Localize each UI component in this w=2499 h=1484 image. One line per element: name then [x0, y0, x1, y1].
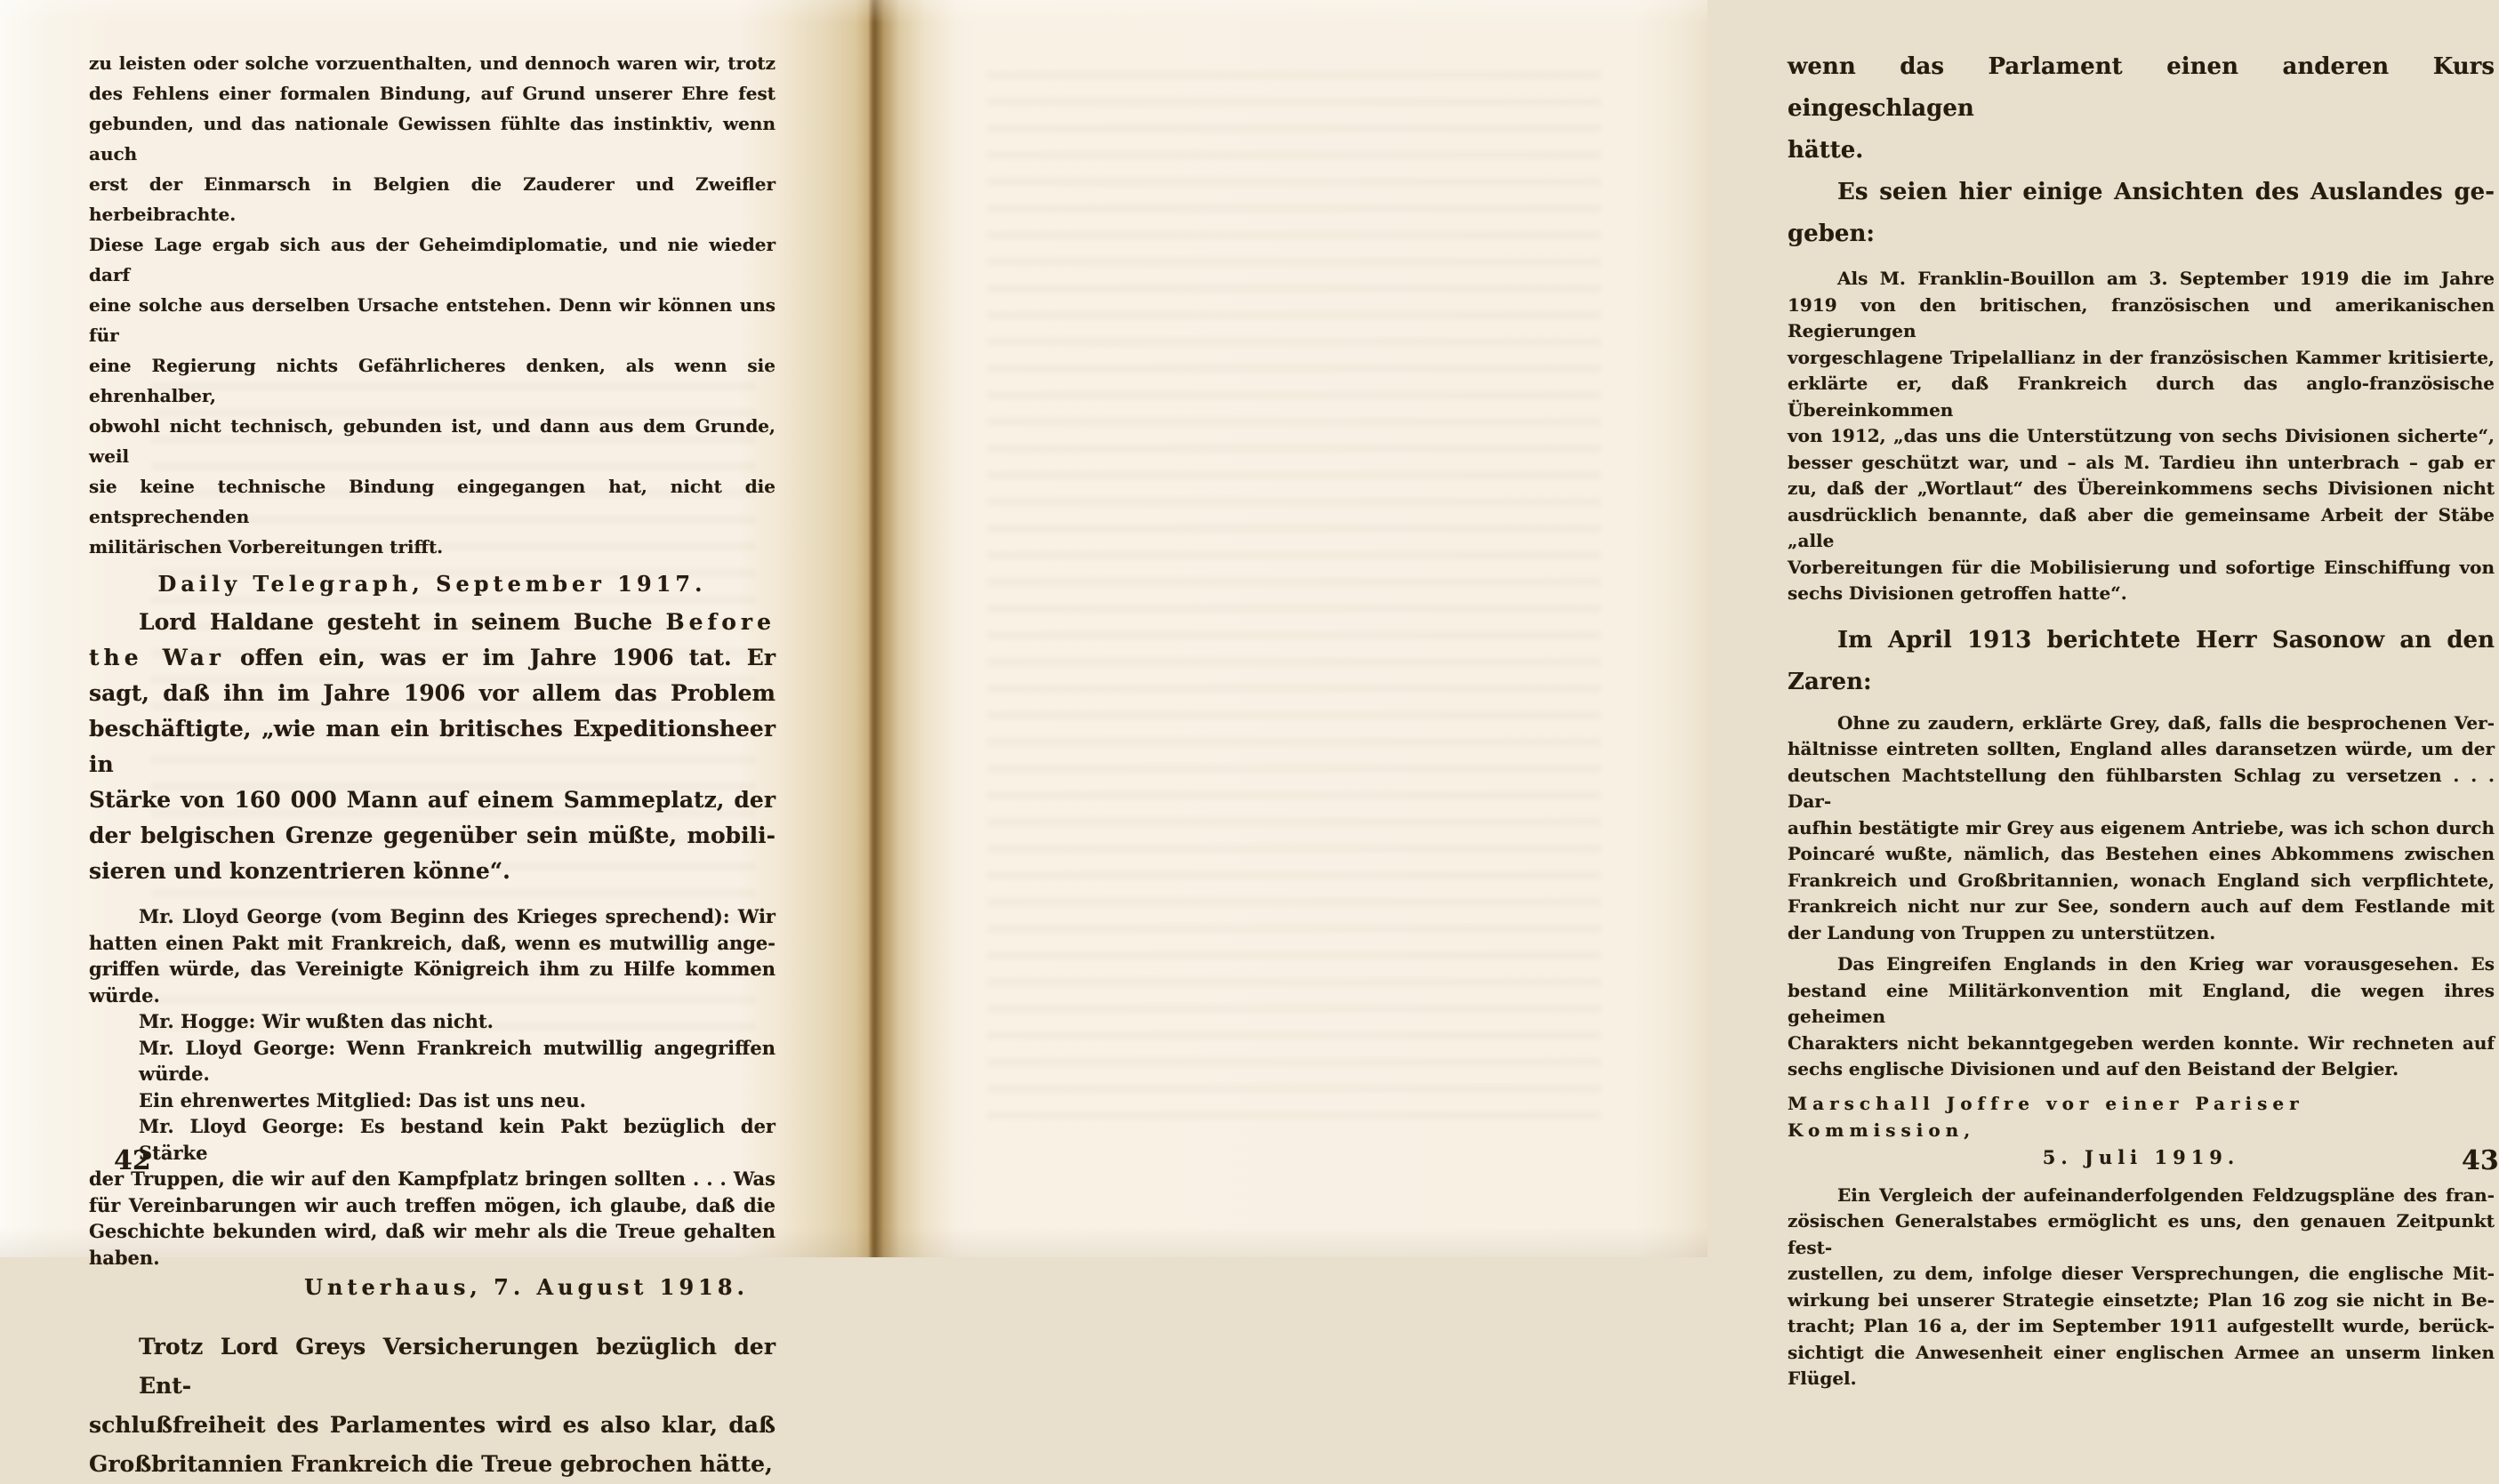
text-line: tracht; Plan 16 a, der im September 1911 aufgestellt wurde, berück- — [1788, 1315, 2495, 1336]
paragraph-eingreifen-englands — [1788, 951, 2495, 1083]
text-line: wenn das Parlament einen anderen Kurs eingeschlagen — [1788, 53, 2495, 122]
text-line: sagt, daß ihn im Jahre 1906 vor allem das Problem — [89, 680, 775, 706]
attribution-unterhaus: Unterhaus, 7. August 1918. — [304, 1274, 749, 1300]
text-line: Ein ehrenwertes Mitglied: Das ist uns neu. — [139, 1088, 586, 1111]
haldane-line1-text: Lord Haldane gesteht in seinem Buche — [139, 609, 666, 635]
paragraph-wenn-das-parlament — [1788, 46, 2495, 172]
text-line: sechs englische Divisionen und auf den Beistand der Belgier. — [1788, 1058, 2399, 1079]
text-line: bestand eine Militärkonvention mit England, die wegen ihres geheimen — [1788, 979, 2495, 1027]
text-line: haben. — [89, 1246, 160, 1269]
text-line: sechs Divisionen getroffen hatte“. — [1788, 582, 2127, 604]
text-line: vorgeschlagene Tripelallianz in der französischen Kammer kritisierte, — [1788, 346, 2495, 368]
book-title-spaced: Before — [665, 609, 775, 635]
text-line: würde. — [89, 983, 160, 1007]
text-line: aufhin bestätigte mir Grey aus eigenem Antriebe, was ich schon durch — [1788, 816, 2495, 838]
attribution-daily-telegraph: Daily Telegraph, September 1917. — [157, 571, 707, 597]
page-left-text — [89, 48, 775, 1484]
text-line: Im April 1913 berichtete Herr Sasonow an den — [1837, 626, 2495, 654]
text-line: zösischen Generalstabes ermöglicht es uns, den genauen Zeitpunkt fest- — [1788, 1210, 2495, 1258]
paragraph-franklin-bouillon — [1788, 266, 2495, 607]
page-number-right: 43 — [2462, 1145, 2499, 1176]
text-line: zu, daß der „Wortlaut“ des Übereinkommens sechs Divisionen nicht — [1788, 477, 2495, 499]
text-line — [89, 640, 775, 676]
text-line: wirkung bei unserer Strategie einsetzte; Plan 16 zog sie nicht in Be- — [1788, 1288, 2495, 1311]
text-line: ausdrücklich benannte, daß aber die gemeinsame Arbeit der Stäbe „alle — [1788, 503, 2495, 551]
text-line: Das Eingreifen Englands in den Krieg war vorausgesehen. Es — [1837, 953, 2495, 975]
text-line: Zaren: — [1788, 668, 1872, 695]
text-line: schlußfreiheit des Parlamentes wird es also klar, daß — [89, 1412, 775, 1438]
text-line — [89, 605, 775, 640]
text-line: Trotz Lord Greys Versicherungen bezüglich der Ent- — [139, 1334, 775, 1399]
text-line: für Vereinbarungen wir auch treffen mögen, ich glaube, daß die — [89, 1193, 775, 1216]
text-line: Es seien hier einige Ansichten des Auslandes ge- — [1837, 179, 2495, 205]
text-line: deutschen Machtstellung den fühlbarsten Schlag zu versetzen . . . Dar- — [1788, 764, 2495, 812]
text-line: 1919 von den britischen, französischen und amerikanischen Regierungen — [1788, 293, 2495, 341]
page-number-left: 42 — [114, 1145, 151, 1176]
text-line: von 1912, „das uns die Unterstützung von sechs Divisionen sicherte“, — [1788, 425, 2495, 446]
text-line: hatten einen Pakt mit Frankreich, daß, wenn es mutwillig ange- — [89, 931, 775, 954]
haldane-line2-text: offen ein, was er im Jahre 1906 tat. Er — [224, 645, 775, 670]
text-line: eine solche aus derselben Ursache entstehen. Denn wir können uns für — [89, 294, 775, 346]
text-line: Mr. Lloyd George (vom Beginn des Krieges sprechend): Wir — [139, 905, 775, 927]
text-line: Ohne zu zaudern, erklärte Grey, daß, falls die besprochenen Ver- — [1837, 711, 2495, 734]
text-line: sieren und konzentrieren könne“. — [89, 858, 510, 884]
text-line: Charakters nicht bekanntgegeben werden konnte. Wir rechneten auf — [1788, 1031, 2495, 1054]
paragraph-grey-abkommen — [1788, 710, 2495, 947]
paragraph-trotz-lord-greys — [89, 1328, 775, 1484]
text-line: Geschichte bekunden wird, daß wir mehr als die Treue gehalten — [89, 1220, 775, 1242]
text-line: der belgischen Grenze gegenüber sein müßte, mobili- — [89, 822, 775, 848]
text-line: Mr. Lloyd George: Wenn Frankreich mutwillig angegriffen würde. — [139, 1036, 775, 1085]
text-line: Poincaré wußte, nämlich, das Bestehen eines Abkommens zwischen — [1788, 843, 2495, 864]
text-line: Diese Lage ergab sich aus der Geheimdiplomatie, und nie wieder darf — [89, 234, 775, 285]
page-right — [872, 0, 2499, 1389]
attribution-joffre — [1788, 1090, 2495, 1172]
text-line: obwohl nicht technisch, gebunden ist, und dann aus dem Grunde, weil — [89, 415, 775, 467]
text-line: Mr. Lloyd George: Es bestand kein Pakt bezüglich der Stärke — [139, 1115, 775, 1164]
text-line: zustellen, zu dem, infolge dieser Versprechungen, die englische Mit- — [1788, 1263, 2495, 1284]
text-line: erst der Einmarsch in Belgien die Zauderer und Zweifler herbeibrachte. — [89, 173, 775, 225]
text-line: des Fehlens einer formalen Bindung, auf Grund unserer Ehre fest — [89, 83, 775, 104]
paragraph-continuation-quote — [89, 48, 775, 562]
paragraph-haldane — [89, 605, 775, 889]
paragraph-lloyd-george-3 — [89, 1113, 775, 1271]
text-line: zu leisten oder solche vorzuenthalten, und dennoch waren wir, trotz — [89, 52, 775, 74]
page-left — [0, 0, 872, 1477]
text-line: eine Regierung nichts Gefährlicheres denken, als wenn sie ehrenhalber, — [89, 355, 775, 406]
text-line: erklärte er, daß Frankreich durch das anglo-französische Übereinkommen — [1788, 373, 2495, 421]
text-line: hältnisse eintreten sollten, England alles daransetzen würde, um der — [1788, 738, 2495, 759]
text-line: sichtigt die Anwesenheit einer englischen Armee an unserm linken Flügel. — [1788, 1341, 2495, 1389]
paragraph-feldzugsplaene — [1788, 1183, 2495, 1392]
attribution-joffre-line1: Marschall Joffre vor einer Pariser Kommission, — [1788, 1092, 2304, 1141]
text-line: Großbritannien Frankreich die Treue gebrochen hätte, — [89, 1451, 773, 1477]
text-line: sie keine technische Bindung eingegangen hat, nicht die entsprechenden — [89, 476, 775, 527]
text-line: besser geschützt war, und – als M. Tardieu ihn unterbrach – gab er — [1788, 451, 2495, 473]
text-line: der Landung von Truppen zu unterstützen. — [1788, 921, 2216, 943]
text-line: militärischen Vorbereitungen trifft. — [89, 536, 444, 558]
text-line: Als M. Franklin-Bouillon am 3. September 1919 die im Jahre — [1837, 268, 2495, 289]
text-line: Vorbereitungen für die Mobilisierung und sofortige Einschiffung von — [1788, 556, 2495, 578]
text-line: Ein Vergleich der aufeinanderfolgenden Feldzugspläne des fran- — [1837, 1183, 2495, 1206]
text-line: beschäftigte, „wie man ein britisches Expeditionsheer in — [89, 716, 775, 777]
paragraph-sasonow-heading — [1788, 620, 2495, 703]
text-line: Frankreich nicht nur zur See, sondern auch auf dem Festlande mit — [1788, 895, 2495, 917]
paragraph-hogge — [89, 1008, 775, 1035]
text-line: griffen würde, das Vereinigte Königreich ihm zu Hilfe kommen — [89, 958, 775, 980]
paragraph-lloyd-george-1 — [89, 903, 775, 1008]
book-title-spaced: the War — [89, 645, 225, 670]
paragraph-ansichten-des-auslandes — [1788, 172, 2495, 255]
text-line: hätte. — [1788, 137, 1864, 164]
paragraph-lloyd-george-2 — [89, 1035, 775, 1087]
attribution-joffre-line2: 5. Juli 1919. — [2042, 1145, 2240, 1168]
text-line: der Truppen, die wir auf den Kampfplatz bringen sollten . . . Was — [89, 1167, 775, 1190]
text-line: Stärke von 160 000 Mann auf einem Sammeplatz, der — [89, 787, 775, 813]
paragraph-ehrenwertes-mitglied — [89, 1087, 775, 1114]
text-line: gebunden, und das nationale Gewissen fühlte das instinktiv, wenn auch — [89, 113, 775, 164]
page-right-text — [1788, 46, 2495, 1392]
text-line: geben: — [1788, 221, 1875, 247]
text-line: Mr. Hogge: Wir wußten das nicht. — [139, 1010, 494, 1032]
text-line: Frankreich und Großbritannien, wonach England sich verpflichtete, — [1788, 869, 2495, 891]
